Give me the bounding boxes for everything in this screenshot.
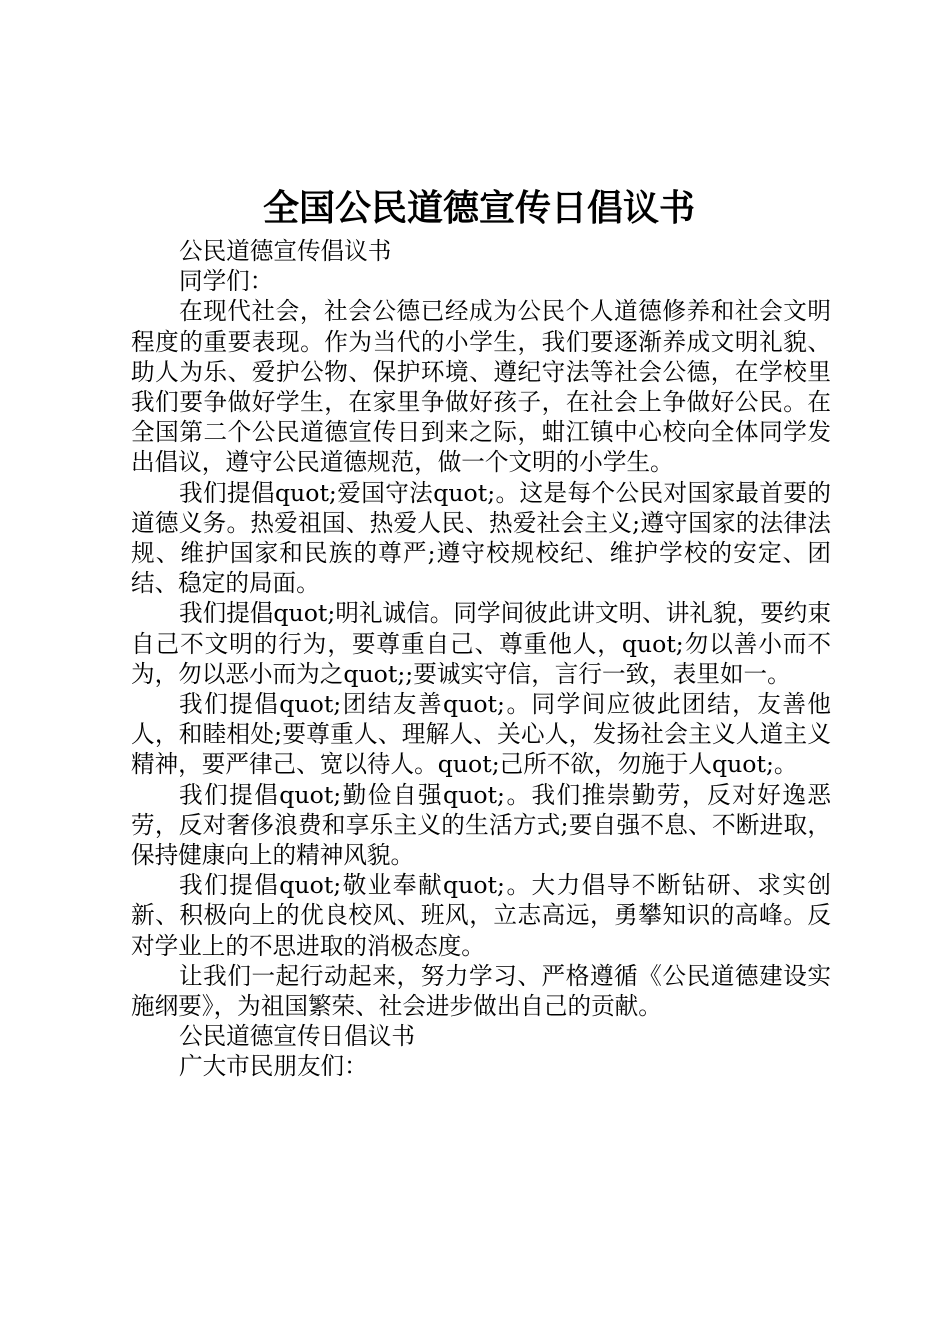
body-paragraph: 我们提倡quot;勤俭自强quot;。我们推崇勤劳，反对好逸恶劳，反对奢侈浪费和享乐主义的生活方式;要自强不息、不断进取，保持健康向上的精神风貌。 xyxy=(131,780,831,870)
document-title: 全国公民道德宣传日倡议书 xyxy=(262,188,695,229)
subtitle-paragraph: 公民道德宣传倡议书 xyxy=(179,237,392,265)
body-paragraph: 在现代社会，社会公德已经成为公民个人道德修养和社会文明程度的重要表现。作为当代的小学生，我们要逐渐养成文明礼貌、助人为乐、爱护公物、保护环境、遵纪守法等社会公德，在学校里我们要争做好学生，在家里争做好孩子，在社会上争做好公民。在全国第二个公民道德宣传日到来之际，蚶江镇中心校向全体同学发出倡议，遵守公民道德规范，做一个文明的小学生。 xyxy=(131,297,831,477)
body-paragraph: 我们提倡quot;敬业奉献quot;。大力倡导不断钻研、求实创新、积极向上的优良校风、班风，立志高远，勇攀知识的高峰。反对学业上的不思进取的消极态度。 xyxy=(131,871,831,960)
body-paragraph: 我们提倡quot;明礼诚信。同学间彼此讲文明、讲礼貌，要约束自己不文明的行为，要尊重自己、尊重他人，quot;勿以善小而不为，勿以恶小而为之quot;;要诚实守信，言行一致，表里如一。 xyxy=(131,599,831,688)
body-paragraph: 让我们一起行动起来，努力学习、严格遵循《公民道德建设实施纲要》，为祖国繁荣、社会进步做出自己的贡献。 xyxy=(131,961,831,1021)
salutation-paragraph: 同学们： xyxy=(179,267,274,296)
salutation-paragraph: 广大市民朋友们： xyxy=(179,1052,368,1081)
body-paragraph: 我们提倡quot;爱国守法quot;。这是每个公民对国家最首要的道德义务。热爱祖国、热爱人民、热爱社会主义;遵守国家的法律法规、维护国家和民族的尊严;遵守校规校纪、维护学校的安定、团结、稳定的局面。 xyxy=(131,478,831,598)
body-paragraph: 我们提倡quot;团结友善quot;。同学间应彼此团结，友善他人，和睦相处;要尊重人、理解人、关心人，发扬社会主义人道主义精神，要严律己、宽以待人。quot;己所不欲，勿施于人quot;。 xyxy=(131,690,831,779)
section-heading-paragraph: 公民道德宣传日倡议书 xyxy=(179,1022,415,1051)
document-body xyxy=(131,236,831,1082)
